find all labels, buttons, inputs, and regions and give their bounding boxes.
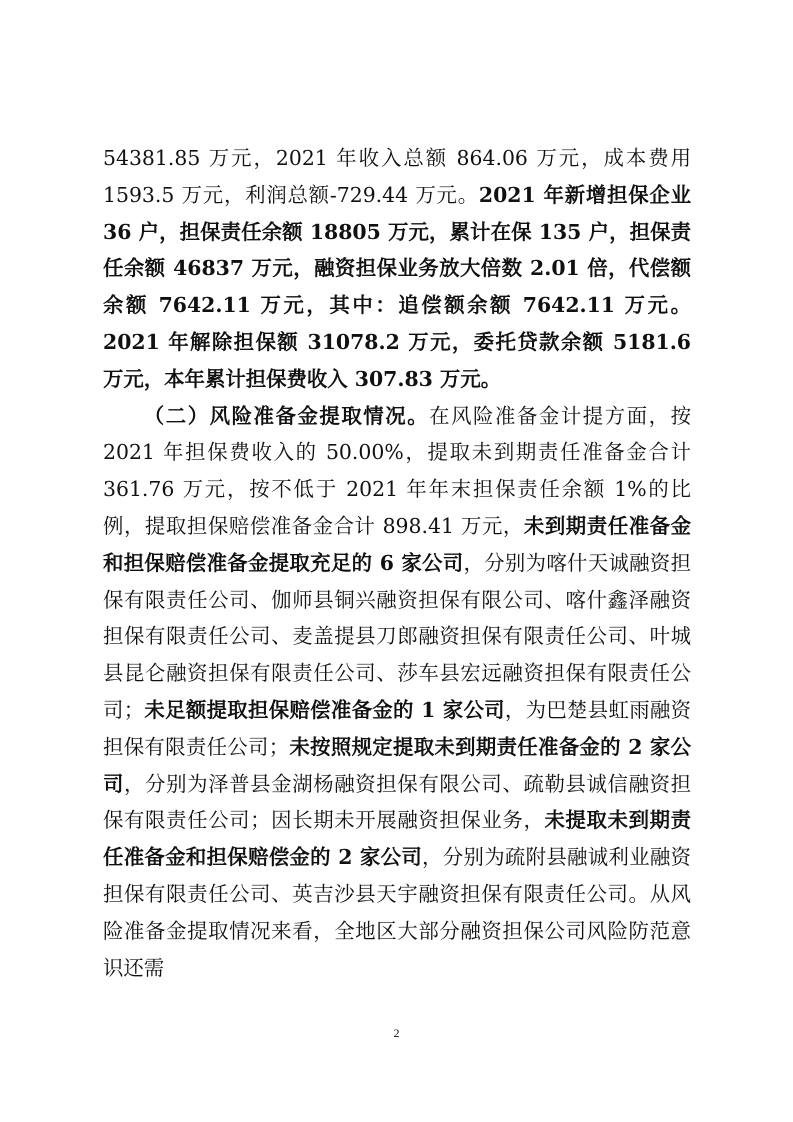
- paragraph-bold-text: 未足额提取担保赔偿准备金的 1 家公司: [144, 697, 505, 722]
- section-heading: （二）风险准备金提取情况。: [143, 403, 430, 428]
- paragraph-bold-text: 未到期责任准备金和担保赔偿准备金提取充足的 6 家公司: [103, 513, 692, 575]
- paragraph-bold-text: 2021 年新增担保企业 36 户，担保责任余额 18805 万元，累计在保 135 户，担保责任余额 46837 万元，融资担保业务放大倍数 2.01 倍，代偿额余额 7642.11 万元，其中：追偿额余额 7642.11 万元。2021 年解除担保额 31078.2 万元，委托贷款余额 5181.6 万元，本年累计担保费收入 307.83 万元。: [103, 182, 691, 391]
- paragraph-text: ，为巴楚县虹雨融资担保有限责任公司；: [103, 697, 692, 759]
- paragraph-text: ，分别为喀什天诚融资担保有限责任公司、伽师县铜兴融资担保有限公司、喀什鑫泽融资担保有限责任公司、麦盖提县刀郎融资担保有限责任公司、叶城县昆仑融资担保有限责任公司、莎车县宏远融资担保有限责任公司；: [103, 550, 692, 722]
- paragraph-text: 54381.85 万元，2021 年收入总额 864.06 万元，成本费用 1593.5 万元，利润总额-729.44 万元。: [103, 146, 691, 207]
- paragraph-bold-text: 未提取未到期责任准备金和担保赔偿金的 2 家公司: [103, 808, 692, 870]
- paragraph-text: ，分别为疏附县融诚利业融资担保有限责任公司、英吉沙县天宇融资担保有限责任公司。从风险准备金提取情况来看，全地区大部分融资担保公司风险防范意识还需: [103, 845, 692, 980]
- paragraph-bold-text: 未按照规定提取未到期责任准备金的 2 家公司: [103, 734, 691, 796]
- paragraph-risk-reserve: [103, 398, 691, 987]
- document-body: [103, 140, 691, 986]
- paragraph-text: 在风险准备金计提方面，按 2021 年担保费收入的 50.00%，提取未到期责任准备金合计 361.76 万元，按不低于 2021 年年末担保责任余额 1%的比例，提取担保赔偿准备金合计 898.41 万元，: [103, 403, 692, 538]
- paragraph-text: ，分别为泽普县金湖杨融资担保有限公司、疏勒县诚信融资担保有限责任公司；因长期未开展融资担保业务，: [103, 771, 692, 833]
- paragraph-financial-summary: [103, 140, 691, 398]
- page-number: 2: [393, 1026, 400, 1040]
